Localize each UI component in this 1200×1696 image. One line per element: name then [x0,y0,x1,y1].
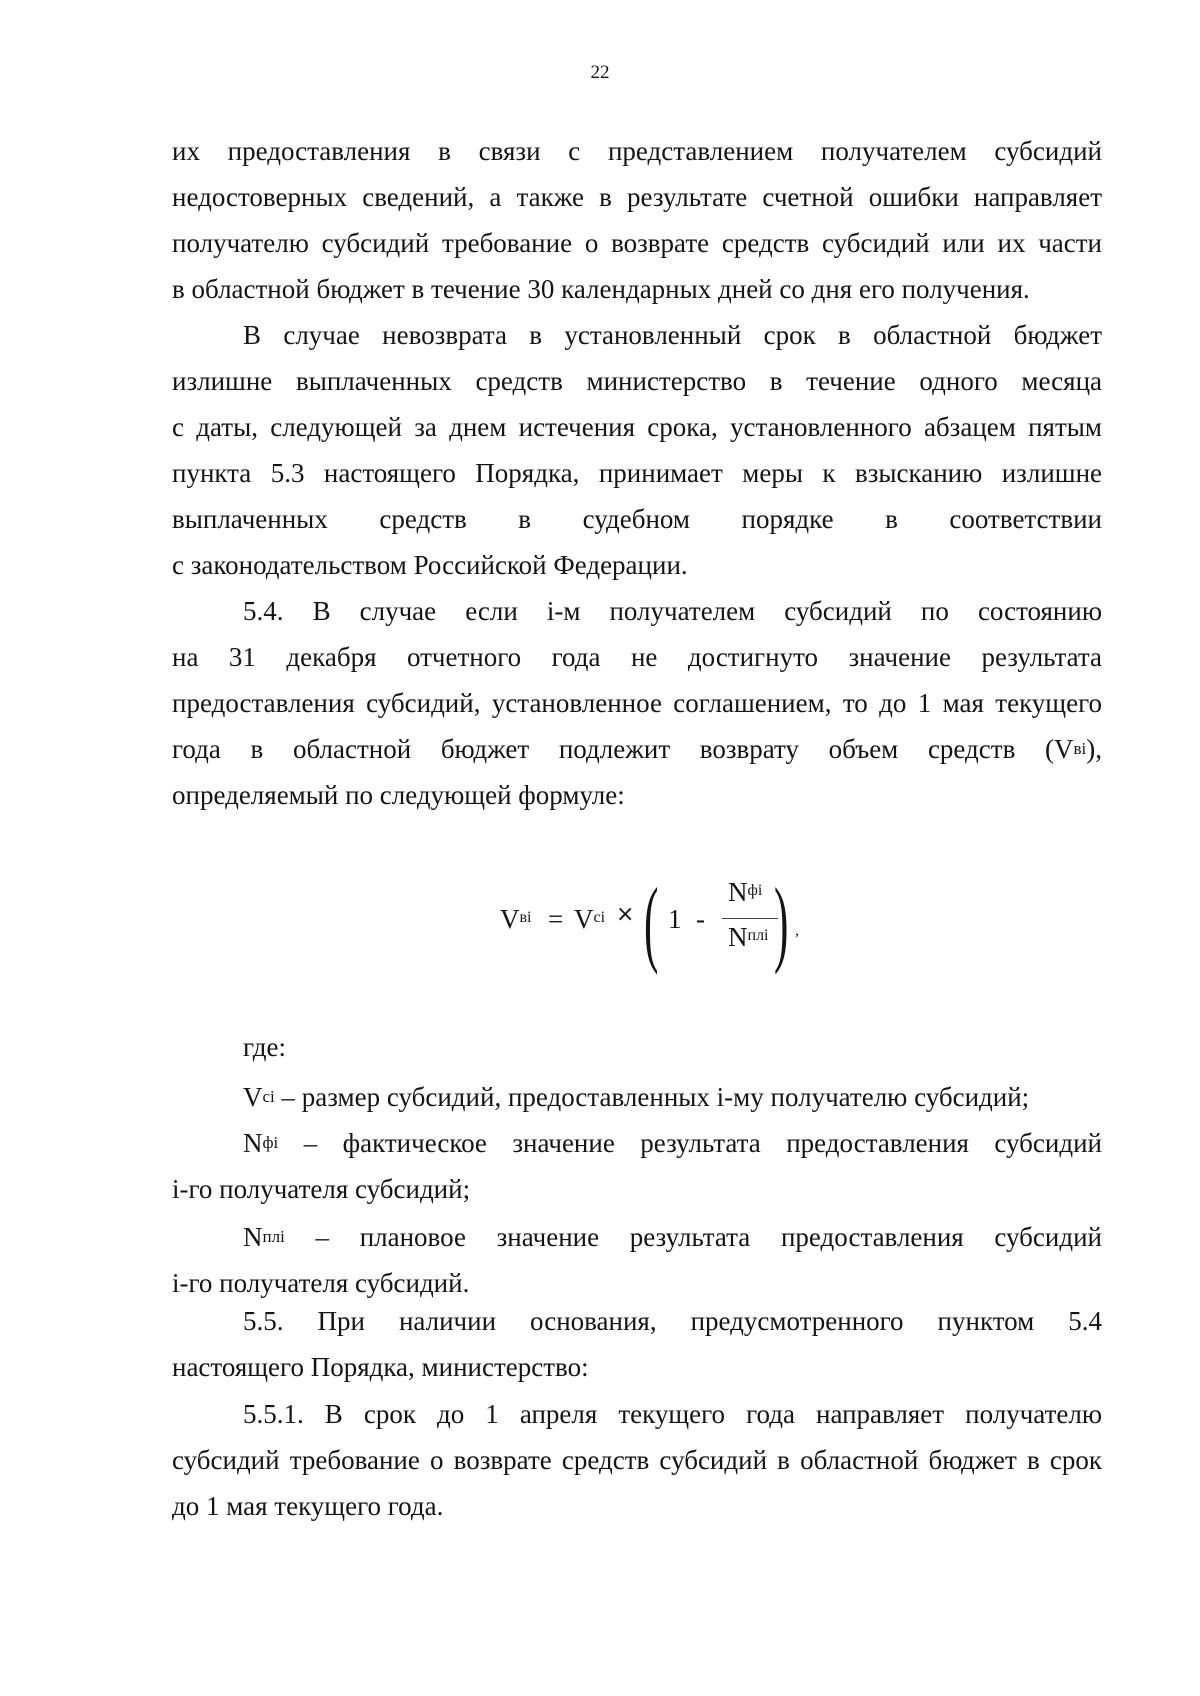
text-line: В случае невозврата в установленный срок в областной бюджет [243,320,1102,350]
text-line: 5.5. При наличии основания, предусмотренного пунктом 5.4 [243,1306,1102,1336]
text-line: получателю субсидий требование о возврате средств субсидий или их части [172,228,1102,258]
formula-one: 1 [668,904,682,934]
text-line: с даты, следующей за днем истечения срока, установленного абзацем пятым [172,412,1102,442]
formula-denominator: $N^{плi}$ [728,922,769,952]
definition-nf: $N^{фi}$ – фактическое значение результата предоставления субсидий [243,1128,1102,1158]
text-line: 5.5.1. В срок до 1 апреля текущего года направляет получателю [243,1399,1102,1429]
text-line: на 31 декабря отчетного года не достигнуто значение результата [172,642,1102,672]
text-line: определяемый по следующей формуле: [172,780,625,810]
definition-nf-cont: i-го получателя субсидий; [172,1174,471,1204]
text-line: пункта 5.3 настоящего Порядка, принимает меры к взысканию излишне [172,458,1102,488]
formula-minus: - [696,904,705,934]
text-line: выплаченных средств в судебном порядке в соответствии [172,504,1102,534]
formula-comma: , [795,922,799,939]
formula [490,868,820,978]
text-line-end: ), [1086,734,1102,764]
formula-open-paren: ( [644,868,659,975]
formula-numerator: $N^{фi}$ [728,877,763,907]
text-line: излишне выплаченных средств министерство в течение одного месяца [172,366,1102,396]
formula-times: × [616,902,635,927]
fraction-bar [722,918,778,919]
formula-vci: $V^{ci}$ [574,904,606,934]
text-line-with-sup [172,726,1102,772]
superscript: вi [1073,739,1087,758]
formula-equals: = [548,904,564,934]
definition-vci: $V^{ci}$ – размер субсидий, предоставленных i-му получателю субсидий; [243,1082,1030,1112]
text-line: предоставления субсидий, установленное соглашением, то до 1 мая текущего [172,688,1102,718]
text-line: в областной бюджет в течение 30 календарных дней со дня его получения. [172,274,1030,304]
formula-close-paren: ) [774,868,789,975]
paragraph-5-5-1 [172,1391,1102,1529]
definitions-block [172,1024,1102,1306]
definition-npl: $N^{плi}$ – плановое значение результата предоставления субсидий [243,1222,1102,1252]
text-line: 5.4. В случае если i-м получателем субсидий по состоянию [243,596,1102,626]
text-line: их предоставления в связи с представлением получателем субсидий [172,136,1102,166]
text-line-part: года в областной бюджет подлежит возврату объем средств (V [172,734,1074,764]
text-line: с законодательством Российской Федерации. [172,550,688,580]
where-label: где: [243,1032,286,1062]
page-number: 22 [590,62,610,83]
formula-lhs: $V^{вi}$ [500,904,532,934]
definition-npl-cont: i-го получателя субсидий. [172,1268,470,1298]
paragraph-5-5 [172,1298,1102,1390]
text-line: субсидий требование о возврате средств субсидий в областной бюджет в срок [172,1445,1102,1475]
text-line: настоящего Порядка, министерство: [172,1352,589,1382]
text-line: до 1 мая текущего года. [172,1491,444,1521]
text-block-main [172,128,1102,818]
text-line: недостоверных сведений, а также в результате счетной ошибки направляет [172,182,1102,212]
